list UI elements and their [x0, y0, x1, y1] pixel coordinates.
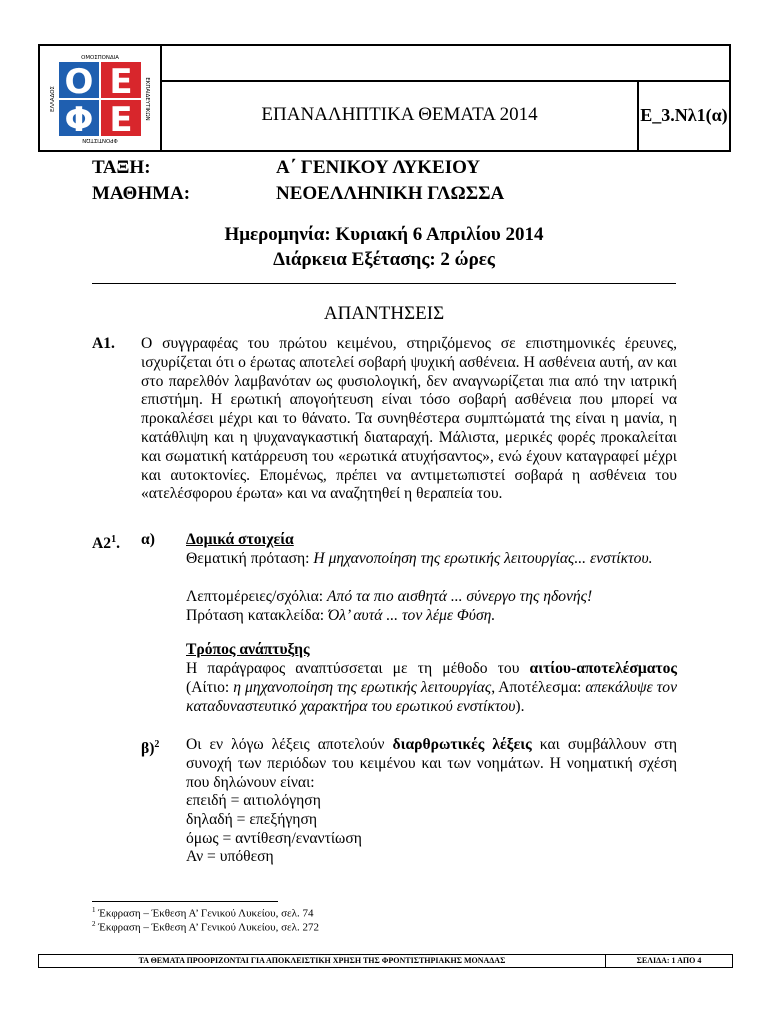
dev-text-1: Η παράγραφος αναπτύσσεται με τη μέθοδο του — [186, 660, 530, 677]
dev-cause: η μηχανοποίηση της ερωτικής λειτουργίας — [233, 678, 492, 696]
beta-item-2: δηλαδή = επεξήγηση — [186, 811, 318, 828]
logo-letter-2: Ε — [109, 62, 133, 102]
heading-structural-elements: Δομικά στοιχεία — [186, 531, 294, 548]
development-text — [186, 660, 677, 716]
logo-cell — [40, 46, 162, 150]
a2-footnote-ref: 1 — [111, 534, 117, 545]
footnote-2 — [92, 920, 319, 934]
class-label: ΤΑΞΗ: — [92, 157, 151, 178]
subject-label: ΜΑΘΗΜΑ: — [92, 183, 191, 204]
thematic-label: Θεματική πρόταση: — [186, 550, 314, 567]
beta-footnote-ref: 2 — [154, 739, 160, 750]
exam-code: Ε_3.Νλ1(α) — [640, 104, 728, 125]
footnote-2-num: 2 — [92, 920, 96, 928]
answers-title: ΑΠΑΝΤΗΣΕΙΣ — [323, 303, 445, 324]
dev-text-4: ). — [515, 697, 525, 715]
details-text: Από τα πιο αισθητά ... σύνεργο της ηδονής! — [327, 588, 593, 605]
thematic-sentence — [186, 550, 677, 569]
logo-top-text: ΟΜΟΣΠΟΝΔΙΑ — [81, 55, 119, 61]
dev-bold: αιτίου-αποτελέσματος — [529, 660, 677, 677]
logo-right-text: ΕΚΠΑΙΔΕΥΤΙΚΩΝ — [144, 77, 150, 121]
footnote-1-text: Έκφραση – Έκθεση Α’ Γενικού Λυκείου, σελ. 74 — [95, 907, 314, 920]
a1-text: Ο συγγραφέας του πρώτου κειμένου, στηριζόμενος σε επιστημονικές έρευνες, ισχυρίζεται ότι ο έρωτας αποτελεί σοβαρή ψυχική ασθένεια. Η ασθένεια αυτή, αν και στο παρελθόν λαμβανόταν ως φυσιολογική, δεν αναγνωρίζεται πια από την ιατρική επιστήμη. Η ερωτική απογοήτευση είναι τόσο σοβαρή ασθένεια που μπορεί να προκαλέσει μέχρι και το θάνατο. Τα συνηθέστερα συμπτώματά της είναι η μανία, η κατάθλιψη και η ψυχαναγκαστική διαταραχή. Μάλιστα, μερικές φορές προκαλείται και σωματική κατάρρευση του «ερωτικά ατυχήσαντος», ενώ έχουν καταγραφεί μέχρι και αυτοκτονίες. Επομένως, πρέπει να αντιμετωπιστεί σοβαρά η ασθένεια του «ατελέσφορου έρωτα» και να αναζητηθεί η θεραπεία του. — [141, 335, 677, 503]
page-number: ΣΕΛΙΔΑ: 1 ΑΠΟ 4 — [636, 956, 702, 965]
closing-text: Όλ’ αυτά ... τον λέμε Φύση. — [327, 607, 496, 624]
footer-notice: ΤΑ ΘΕΜΑΤΑ ΠΡΟΟΡΙΖΟΝΤΑΙ ΓΙΑ ΑΠΟΚΛΕΙΣΤΙΚΗ ΧΡΗΣΗ ΤΗΣ ΦΡΟΝΤΙΣΤΗΡΙΑΚΗΣ ΜΟΝΑΔΑΣ — [39, 955, 606, 967]
beta-text-1: Οι εν λόγω λέξεις αποτελούν — [186, 736, 393, 753]
details-label: Λεπτομέρειες/σχόλια: — [186, 588, 328, 605]
beta-bold: διαρθρωτικές λέξεις — [392, 736, 532, 753]
footnote-1-num: 1 — [92, 906, 96, 914]
logo-left-text: ΕΛΛΑΔΟΣ — [50, 86, 56, 112]
page-footer — [38, 954, 733, 968]
heading-development-method: Τρόπος ανάπτυξης — [186, 641, 310, 658]
closing-sentence — [186, 607, 677, 626]
a2-beta-label — [141, 736, 159, 759]
a2-label — [92, 531, 120, 554]
a2-alpha-label: α) — [141, 531, 155, 548]
logo-letter-3: Φ — [64, 100, 94, 140]
dev-text-2: (Αίτιο: — [186, 678, 234, 696]
header-box — [38, 44, 731, 152]
a2-label-text: Α2 — [92, 535, 112, 553]
details — [186, 588, 677, 607]
a2-label-dot: . — [116, 535, 120, 553]
beta-item-1: επειδή = αιτιολόγηση — [186, 792, 321, 809]
beta-label-text: β) — [141, 740, 155, 758]
logo-bottom-text: ΦΡΟΝΤΙΣΤΩΝ — [82, 137, 118, 143]
logo-letter-4: Ε — [109, 100, 133, 140]
footnote-rule — [92, 901, 278, 902]
dev-effect: απεκάλυψε τον καταδυναστευτικό χαρακτήρα του ερωτικού ενστίκτου — [186, 678, 678, 715]
separator-line — [92, 283, 676, 284]
beta-item-3: όμως = αντίθεση/εναντίωση — [186, 830, 362, 847]
beta-text — [186, 736, 677, 792]
footnote-1 — [92, 906, 314, 920]
subject-value: ΝΕΟΕΛΛΗΝΙΚΗ ΓΛΩΣΣΑ — [276, 183, 505, 204]
beta-item-4: Αν = υπόθεση — [186, 848, 274, 865]
thematic-text: Η μηχανοποίηση της ερωτικής λειτουργίας... ενστίκτου. — [313, 550, 653, 567]
beta-text-2: και συμβάλλουν στη συνοχή των περιόδων του κειμένου και των νοημάτων. Η νοηματική σχέση που δηλώνουν είναι: — [186, 736, 678, 791]
exam-date: Ημερομηνία: Κυριακή 6 Απριλίου 2014 — [224, 224, 544, 245]
closing-label: Πρόταση κατακλείδα: — [186, 607, 328, 624]
ofe-logo — [50, 54, 150, 144]
a1-label: Α1. — [92, 335, 115, 352]
dev-text-3: , Αποτέλεσμα: — [491, 678, 586, 696]
exam-title: ΕΠΑΝΑΛΗΠΤΙΚΑ ΘΕΜΑΤΑ 2014 — [261, 104, 538, 125]
class-value: Α΄ ΓΕΝΙΚΟΥ ΛΥΚΕΙΟΥ — [276, 157, 481, 178]
logo-letter-1: Ο — [64, 62, 94, 102]
exam-duration: Διάρκεια Εξέτασης: 2 ώρες — [273, 249, 495, 270]
footnote-2-text: Έκφραση – Έκθεση Α’ Γενικού Λυκείου, σελ. 272 — [95, 921, 320, 934]
